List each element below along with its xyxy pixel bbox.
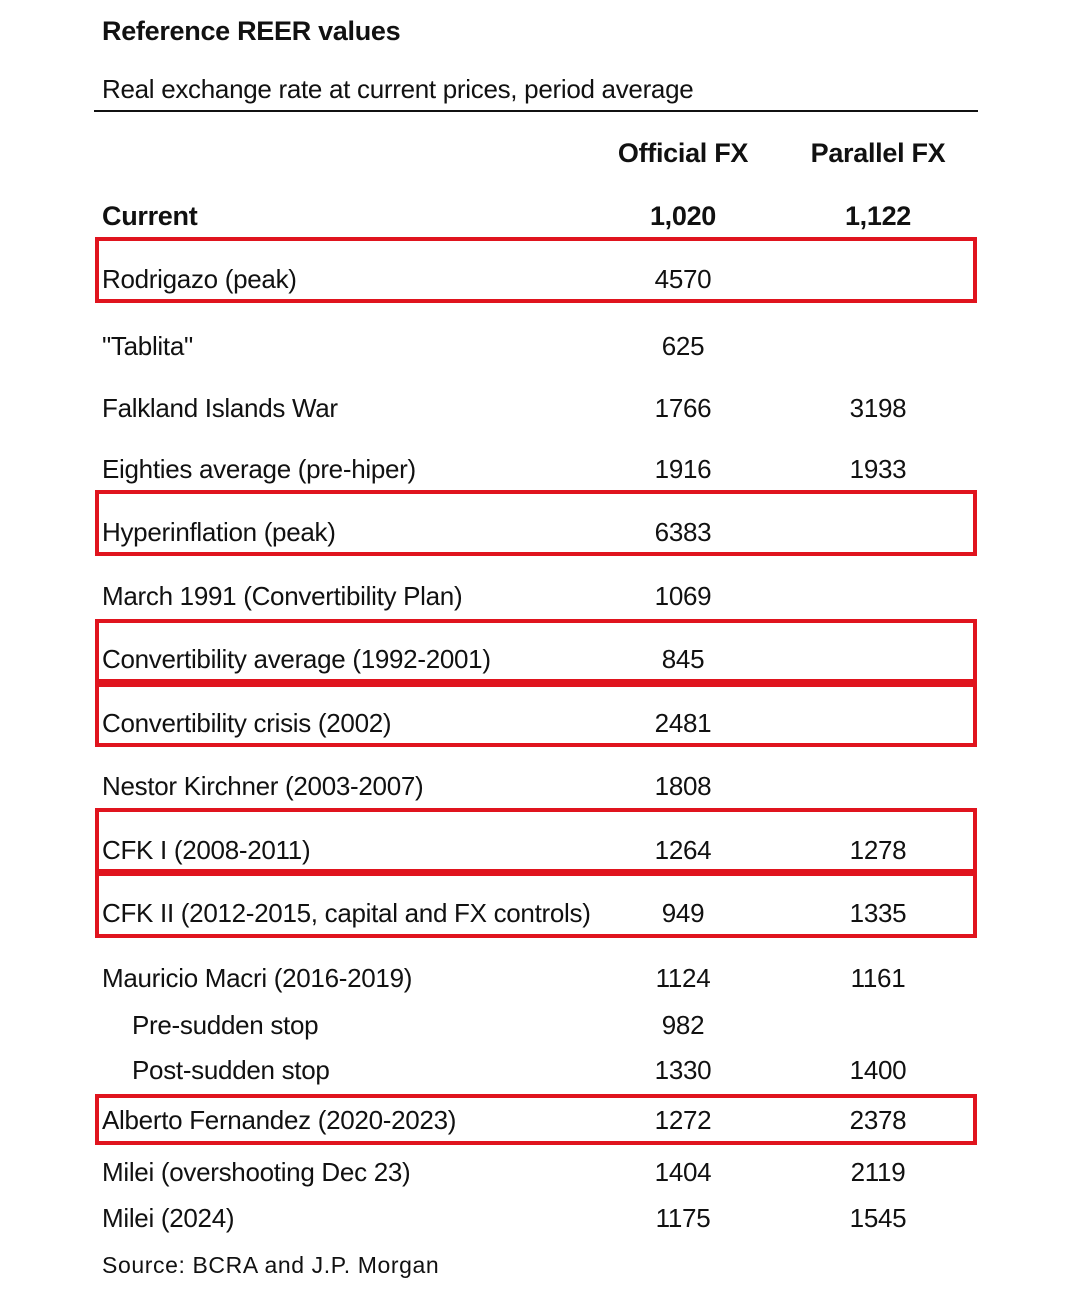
- table-row: [0, 1153, 1080, 1193]
- official-fx-value: 1264: [654, 835, 712, 865]
- official-fx-value: 1916: [654, 454, 712, 484]
- parallel-fx-value: 1545: [849, 1203, 907, 1233]
- row-label: "Tablita": [102, 331, 193, 361]
- official-fx-value: 1272: [654, 1105, 712, 1135]
- highlight-box-cfk-ii: [95, 872, 977, 938]
- table-subtitle: Real exchange rate at current prices, period average: [102, 74, 694, 104]
- official-fx-value: 1,020: [649, 201, 717, 231]
- table-title: Reference REER values: [102, 16, 401, 46]
- table-row: [0, 389, 1080, 429]
- official-fx-value: 1124: [655, 963, 711, 993]
- row-label: Milei (2024): [102, 1203, 235, 1233]
- table-row: [0, 450, 1080, 490]
- official-fx-value: 845: [661, 644, 705, 674]
- official-fx-value: 1808: [654, 771, 712, 801]
- row-label: CFK II (2012-2015, capital and FX controls): [102, 898, 591, 928]
- column-header-official-fx: Official FX: [617, 138, 749, 168]
- official-fx-value: 949: [661, 898, 705, 928]
- table-row: [0, 327, 1080, 367]
- source-note: Source: BCRA and J.P. Morgan: [102, 1252, 440, 1278]
- row-label: Falkland Islands War: [102, 393, 338, 423]
- row-label: Convertibility crisis (2002): [102, 708, 392, 738]
- highlight-box-convertibility-crisis: [95, 683, 977, 747]
- highlight-box-cfk-i: [95, 808, 977, 873]
- official-fx-value: 6383: [654, 517, 712, 547]
- parallel-fx-value: 1,122: [844, 201, 912, 231]
- parallel-fx-value: 2119: [850, 1157, 906, 1187]
- row-label: CFK I (2008-2011): [102, 835, 311, 865]
- parallel-fx-value: 3198: [849, 393, 907, 423]
- official-fx-value: 625: [661, 331, 705, 361]
- table-row: [0, 1199, 1080, 1239]
- official-fx-value: 1330: [654, 1055, 712, 1085]
- parallel-fx-value: 1400: [849, 1055, 907, 1085]
- official-fx-value: 2481: [654, 708, 712, 738]
- row-label: Rodrigazo (peak): [102, 264, 297, 294]
- header-rule: [94, 110, 978, 112]
- official-fx-value: 1175: [655, 1203, 711, 1233]
- table-row: [0, 959, 1080, 999]
- table-row: [0, 1051, 1080, 1091]
- row-label: Alberto Fernandez (2020-2023): [102, 1105, 457, 1135]
- highlight-box-rodrigazo: [95, 237, 977, 303]
- row-label: Convertibility average (1992-2001): [102, 644, 491, 674]
- parallel-fx-value: 1933: [849, 454, 907, 484]
- official-fx-value: 4570: [654, 264, 712, 294]
- column-header-parallel-fx: Parallel FX: [810, 138, 946, 168]
- row-label: Nestor Kirchner (2003-2007): [102, 771, 424, 801]
- row-label: Eighties average (pre-hiper): [102, 454, 416, 484]
- parallel-fx-value: 1278: [849, 835, 907, 865]
- parallel-fx-value: 1335: [849, 898, 907, 928]
- parallel-fx-value: 2378: [849, 1105, 907, 1135]
- table-row: [0, 1006, 1080, 1046]
- row-label: Pre-sudden stop: [132, 1010, 319, 1040]
- official-fx-value: 982: [661, 1010, 705, 1040]
- official-fx-value: 1069: [654, 581, 712, 611]
- row-label: Mauricio Macri (2016-2019): [102, 963, 413, 993]
- highlight-box-convertibility-average: [95, 619, 977, 683]
- highlight-box-hyperinflation: [95, 490, 977, 556]
- table-row-current: [0, 197, 1080, 237]
- row-label: Milei (overshooting Dec 23): [102, 1157, 411, 1187]
- official-fx-value: 1766: [654, 393, 712, 423]
- row-label: Post-sudden stop: [132, 1055, 330, 1085]
- row-label: Hyperinflation (peak): [102, 517, 336, 547]
- highlight-box-alberto-fernandez: [95, 1094, 977, 1145]
- parallel-fx-value: 1161: [850, 963, 906, 993]
- row-label: March 1991 (Convertibility Plan): [102, 581, 463, 611]
- table-row: [0, 577, 1080, 617]
- row-label: Current: [102, 201, 198, 231]
- official-fx-value: 1404: [654, 1157, 712, 1187]
- table-row: [0, 767, 1080, 807]
